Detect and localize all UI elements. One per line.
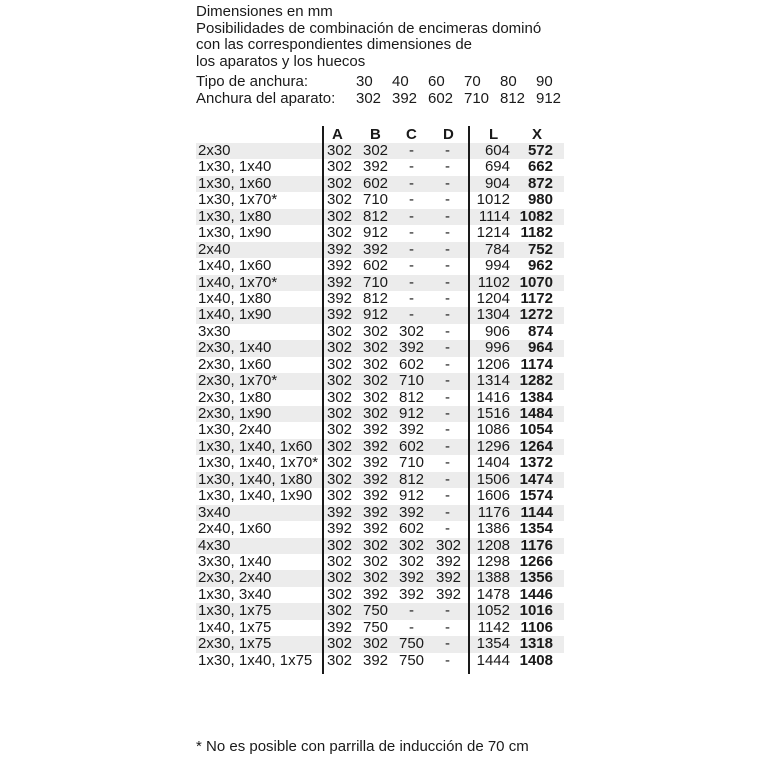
cell-d: - xyxy=(445,437,450,455)
cell-combination: 1x40, 1x60 xyxy=(198,257,272,275)
cell-b: 392 xyxy=(363,651,389,669)
cell-combination: 2x30, 2x40 xyxy=(198,569,272,587)
cell-b: 302 xyxy=(363,339,389,357)
table-row xyxy=(196,505,564,521)
cell-combination: 1x30, 1x40 xyxy=(198,158,272,176)
cell-c: - xyxy=(409,158,414,176)
table-row xyxy=(196,159,564,175)
table-row xyxy=(196,143,564,159)
cell-combination: 1x30, 1x90 xyxy=(198,224,272,242)
cell-combination: 1x30, 1x70* xyxy=(198,191,278,209)
cell-x: 1354 xyxy=(519,520,553,538)
table-row xyxy=(196,587,564,603)
cell-d: - xyxy=(445,174,450,192)
cell-x: 1266 xyxy=(519,552,553,570)
device-width-value: 602 xyxy=(428,89,454,107)
cell-d: - xyxy=(445,306,450,324)
cell-combination: 1x30, 1x40, 1x60 xyxy=(198,437,313,455)
cell-l: 1214 xyxy=(476,224,510,242)
cell-b: 750 xyxy=(363,602,389,620)
cell-b: 912 xyxy=(363,306,389,324)
cell-x: 962 xyxy=(527,257,553,275)
cell-d: - xyxy=(445,339,450,357)
cell-l: 1444 xyxy=(476,651,510,669)
cell-x: 1574 xyxy=(519,487,553,505)
cell-l: 694 xyxy=(484,158,510,176)
cell-b: 392 xyxy=(363,240,389,258)
table-row xyxy=(196,192,564,208)
cell-b: 302 xyxy=(363,569,389,587)
cell-b: 710 xyxy=(363,191,389,209)
cell-l: 906 xyxy=(484,322,510,340)
cell-a: 302 xyxy=(327,536,353,554)
cell-c: 750 xyxy=(399,635,425,653)
cell-d: - xyxy=(445,142,450,159)
cell-l: 1176 xyxy=(477,503,510,521)
cell-d: - xyxy=(445,207,450,225)
table-row xyxy=(196,242,564,258)
cell-a: 302 xyxy=(327,552,353,570)
device-width-value: 812 xyxy=(500,89,526,107)
device-width-value: 912 xyxy=(536,89,562,107)
column-divider-right xyxy=(468,126,470,674)
column-header-l: L xyxy=(489,126,499,143)
cell-a: 302 xyxy=(327,339,353,357)
cell-d: 392 xyxy=(436,569,462,587)
cell-b: 602 xyxy=(363,174,389,192)
cell-c: - xyxy=(409,306,414,324)
cell-l: 1012 xyxy=(476,191,510,209)
device-width-value: 302 xyxy=(356,89,382,107)
cell-l: 994 xyxy=(484,257,510,275)
cell-l: 1086 xyxy=(476,421,510,439)
cell-b: 392 xyxy=(363,470,389,488)
cell-l: 996 xyxy=(484,339,510,357)
cell-d: 392 xyxy=(436,585,462,603)
cell-a: 302 xyxy=(327,602,353,620)
cell-d: - xyxy=(445,355,450,373)
cell-combination: 2x30, 1x70* xyxy=(198,372,278,390)
cell-b: 392 xyxy=(363,503,389,521)
cell-x: 1054 xyxy=(519,421,553,439)
cell-x: 1484 xyxy=(519,405,553,422)
cell-a: 302 xyxy=(327,372,353,390)
cell-b: 302 xyxy=(363,388,389,406)
cell-x: 1082 xyxy=(519,207,553,225)
cell-c: - xyxy=(409,240,414,258)
type-width-value: 70 xyxy=(464,73,481,90)
cell-c: - xyxy=(409,618,414,636)
cell-c: 392 xyxy=(399,503,425,521)
table-row xyxy=(196,390,564,406)
cell-x: 980 xyxy=(527,191,553,209)
type-width-value: 60 xyxy=(428,73,445,90)
cell-x: 1384 xyxy=(519,388,553,406)
cell-l: 1416 xyxy=(476,388,510,406)
cell-a: 302 xyxy=(327,437,353,455)
column-header-b: B xyxy=(370,126,381,143)
table-row xyxy=(196,422,564,438)
cell-combination: 2x40 xyxy=(198,240,231,258)
cell-c: - xyxy=(409,207,414,225)
cell-x: 662 xyxy=(527,158,553,176)
cell-d: - xyxy=(445,257,450,275)
cell-c: 602 xyxy=(399,437,425,455)
cell-l: 1204 xyxy=(476,289,510,307)
cell-a: 302 xyxy=(327,651,353,669)
cell-b: 912 xyxy=(363,224,389,242)
cell-combination: 1x30, 1x80 xyxy=(198,207,272,225)
cell-b: 302 xyxy=(363,552,389,570)
table-body xyxy=(196,143,564,669)
cell-a: 302 xyxy=(327,585,353,603)
cell-b: 392 xyxy=(363,454,389,472)
cell-a: 302 xyxy=(327,569,353,587)
table-row xyxy=(196,275,564,291)
cell-a: 392 xyxy=(327,306,353,324)
cell-combination: 1x30, 1x40, 1x90 xyxy=(198,487,313,505)
cell-d: - xyxy=(445,454,450,472)
cell-l: 1208 xyxy=(476,536,510,554)
table-row xyxy=(196,521,564,537)
device-width-value: 392 xyxy=(392,89,418,107)
cell-d: - xyxy=(445,158,450,176)
cell-x: 1408 xyxy=(519,651,553,669)
cell-c: 710 xyxy=(399,372,425,390)
cell-d: - xyxy=(445,191,450,209)
header-line: Posibilidades de combinación de encimeras dominó xyxy=(196,19,542,37)
cell-b: 392 xyxy=(363,421,389,439)
cell-b: 710 xyxy=(363,273,389,291)
cell-combination: 3x40 xyxy=(198,503,231,521)
cell-combination: 3x30 xyxy=(198,322,231,340)
cell-d: - xyxy=(445,618,450,636)
column-header-c: C xyxy=(406,126,417,143)
column-divider-left xyxy=(322,126,324,674)
cell-l: 1206 xyxy=(476,355,510,373)
cell-b: 812 xyxy=(363,289,389,307)
cell-c: - xyxy=(409,142,414,159)
cell-b: 302 xyxy=(363,635,389,653)
table-row xyxy=(196,653,564,669)
table-row xyxy=(196,373,564,389)
cell-x: 1372 xyxy=(519,454,553,472)
table-row xyxy=(196,472,564,488)
cell-d: - xyxy=(445,421,450,439)
header-line: los aparatos y los huecos xyxy=(196,52,366,70)
cell-a: 302 xyxy=(327,224,353,242)
type-width-value: 30 xyxy=(356,73,373,90)
cell-a: 302 xyxy=(327,322,353,340)
cell-x: 1176 xyxy=(520,536,553,554)
header-line: Dimensiones en mm xyxy=(196,3,333,20)
table-row xyxy=(196,538,564,554)
cell-d: - xyxy=(445,240,450,258)
cell-combination: 1x30, 3x40 xyxy=(198,585,272,603)
cell-c: 602 xyxy=(399,355,425,373)
cell-x: 572 xyxy=(527,142,553,159)
cell-x: 1264 xyxy=(519,437,553,455)
cell-combination: 1x30, 1x40, 1x70* xyxy=(198,454,319,472)
cell-x: 1356 xyxy=(519,569,553,587)
cell-d: - xyxy=(445,405,450,422)
cell-l: 1142 xyxy=(477,618,510,636)
cell-c: - xyxy=(409,224,414,242)
cell-b: 302 xyxy=(363,405,389,422)
cell-combination: 3x30, 1x40 xyxy=(198,552,272,570)
cell-x: 1474 xyxy=(519,470,553,488)
cell-b: 302 xyxy=(363,536,389,554)
cell-combination: 2x40, 1x60 xyxy=(198,520,272,538)
cell-x: 874 xyxy=(527,322,553,340)
cell-x: 1282 xyxy=(519,372,553,390)
cell-x: 1144 xyxy=(520,503,553,521)
cell-a: 392 xyxy=(327,618,353,636)
cell-d: - xyxy=(445,289,450,307)
cell-x: 964 xyxy=(527,339,553,357)
cell-x: 1174 xyxy=(520,355,553,373)
cell-l: 1114 xyxy=(478,207,510,225)
cell-d: - xyxy=(445,372,450,390)
cell-c: 392 xyxy=(399,421,425,439)
table-row xyxy=(196,620,564,636)
cell-a: 302 xyxy=(327,405,353,422)
cell-combination: 1x40, 1x80 xyxy=(198,289,272,307)
cell-l: 604 xyxy=(484,142,510,159)
type-width-value: 80 xyxy=(500,73,517,90)
cell-combination: 2x30, 1x60 xyxy=(198,355,272,373)
cell-b: 392 xyxy=(363,158,389,176)
device-width-value: 710 xyxy=(464,89,490,107)
cell-combination: 2x30 xyxy=(198,142,231,159)
cell-l: 1606 xyxy=(476,487,510,505)
cell-c: - xyxy=(409,257,414,275)
cell-l: 1298 xyxy=(476,552,510,570)
cell-d: - xyxy=(445,224,450,242)
cell-a: 302 xyxy=(327,470,353,488)
cell-b: 302 xyxy=(363,372,389,390)
cell-c: 750 xyxy=(399,651,425,669)
cell-l: 1296 xyxy=(476,437,510,455)
cell-d: 392 xyxy=(436,552,462,570)
cell-c: 710 xyxy=(399,454,425,472)
cell-a: 392 xyxy=(327,273,353,291)
cell-x: 1172 xyxy=(520,289,553,307)
cell-combination: 2x30, 1x75 xyxy=(198,635,272,653)
cell-c: 392 xyxy=(399,585,425,603)
cell-a: 302 xyxy=(327,142,353,159)
cell-x: 1070 xyxy=(519,273,553,291)
cell-a: 302 xyxy=(327,158,353,176)
cell-combination: 1x30, 1x40, 1x80 xyxy=(198,470,313,488)
cell-combination: 1x40, 1x70* xyxy=(198,273,278,291)
cell-d: - xyxy=(445,503,450,521)
table-row xyxy=(196,406,564,422)
cell-c: 602 xyxy=(399,520,425,538)
table-header xyxy=(196,126,564,143)
cell-combination: 2x30, 1x80 xyxy=(198,388,272,406)
column-header-a: A xyxy=(332,126,343,143)
cell-d: 302 xyxy=(436,536,462,554)
cell-x: 1446 xyxy=(519,585,553,603)
cell-d: - xyxy=(445,651,450,669)
cell-x: 1272 xyxy=(519,306,553,324)
table-row xyxy=(196,488,564,504)
cell-c: - xyxy=(409,602,414,620)
device-width-label: Anchura del aparato: xyxy=(196,89,336,107)
cell-combination: 1x40, 1x90 xyxy=(198,306,272,324)
cell-a: 302 xyxy=(327,635,353,653)
table-row xyxy=(196,554,564,570)
cell-c: - xyxy=(409,174,414,192)
table-row xyxy=(196,324,564,340)
table-row xyxy=(196,570,564,586)
cell-c: 912 xyxy=(399,487,425,505)
cell-combination: 1x30, 1x60 xyxy=(198,174,272,192)
cell-combination: 1x30, 2x40 xyxy=(198,421,272,439)
cell-x: 752 xyxy=(527,240,553,258)
table-row xyxy=(196,209,564,225)
cell-a: 392 xyxy=(327,289,353,307)
cell-b: 302 xyxy=(363,142,389,159)
cell-d: - xyxy=(445,322,450,340)
cell-a: 302 xyxy=(327,421,353,439)
table-row xyxy=(196,225,564,241)
cell-b: 750 xyxy=(363,618,389,636)
cell-d: - xyxy=(445,273,450,291)
cell-a: 302 xyxy=(327,388,353,406)
cell-x: 872 xyxy=(527,174,553,192)
cell-combination: 1x30, 1x40, 1x75 xyxy=(198,651,313,669)
cell-x: 1182 xyxy=(520,224,553,242)
cell-c: 392 xyxy=(399,569,425,587)
cell-a: 302 xyxy=(327,355,353,373)
cell-a: 392 xyxy=(327,257,353,275)
cell-l: 1516 xyxy=(476,405,510,422)
cell-l: 1052 xyxy=(476,602,510,620)
cell-x: 1016 xyxy=(519,602,553,620)
cell-c: - xyxy=(409,191,414,209)
cell-c: - xyxy=(409,273,414,291)
cell-combination: 2x30, 1x90 xyxy=(198,405,272,422)
cell-c: 302 xyxy=(399,322,425,340)
cell-d: - xyxy=(445,487,450,505)
cell-b: 392 xyxy=(363,585,389,603)
cell-a: 302 xyxy=(327,191,353,209)
cell-a: 302 xyxy=(327,454,353,472)
cell-x: 1318 xyxy=(519,635,553,653)
cell-d: - xyxy=(445,470,450,488)
header xyxy=(196,4,576,70)
cell-b: 392 xyxy=(363,487,389,505)
combination-table xyxy=(196,126,564,669)
cell-l: 784 xyxy=(484,240,510,258)
table-row xyxy=(196,603,564,619)
cell-l: 1102 xyxy=(477,273,510,291)
cell-d: - xyxy=(445,388,450,406)
table-row xyxy=(196,176,564,192)
table-row xyxy=(196,291,564,307)
type-width-value: 90 xyxy=(536,73,553,90)
cell-l: 1314 xyxy=(476,372,510,390)
cell-combination: 4x30 xyxy=(198,536,231,554)
cell-c: 302 xyxy=(399,536,425,554)
cell-c: 812 xyxy=(399,388,425,406)
table-row xyxy=(196,307,564,323)
cell-b: 392 xyxy=(363,437,389,455)
cell-b: 302 xyxy=(363,355,389,373)
cell-a: 302 xyxy=(327,174,353,192)
column-header-d: D xyxy=(443,126,454,143)
cell-l: 1388 xyxy=(476,569,510,587)
cell-a: 392 xyxy=(327,520,353,538)
cell-d: - xyxy=(445,635,450,653)
cell-combination: 2x30, 1x40 xyxy=(198,339,272,357)
cell-a: 302 xyxy=(327,207,353,225)
cell-l: 1386 xyxy=(476,520,510,538)
cell-c: 812 xyxy=(399,470,425,488)
cell-l: 904 xyxy=(484,174,510,192)
cell-l: 1354 xyxy=(476,635,510,653)
table-row xyxy=(196,357,564,373)
type-width-label: Tipo de anchura: xyxy=(196,73,309,90)
cell-b: 602 xyxy=(363,257,389,275)
table-row xyxy=(196,340,564,356)
cell-a: 392 xyxy=(327,503,353,521)
cell-combination: 1x30, 1x75 xyxy=(198,602,272,620)
table-row xyxy=(196,636,564,652)
cell-l: 1506 xyxy=(476,470,510,488)
cell-b: 392 xyxy=(363,520,389,538)
cell-b: 812 xyxy=(363,207,389,225)
cell-c: 392 xyxy=(399,339,425,357)
cell-l: 1404 xyxy=(476,454,510,472)
table-row xyxy=(196,455,564,471)
cell-d: - xyxy=(445,602,450,620)
cell-x: 1106 xyxy=(520,618,553,636)
cell-a: 302 xyxy=(327,487,353,505)
column-header-x: X xyxy=(532,126,543,143)
cell-a: 392 xyxy=(327,240,353,258)
table-row xyxy=(196,439,564,455)
cell-c: - xyxy=(409,289,414,307)
cell-l: 1478 xyxy=(476,585,510,603)
cell-c: 302 xyxy=(399,552,425,570)
cell-d: - xyxy=(445,520,450,538)
footnote: * No es posible con parrilla de inducción de 70 cm xyxy=(196,738,529,755)
cell-b: 302 xyxy=(363,322,389,340)
header-line: con las correspondientes dimensiones de xyxy=(196,36,472,53)
type-width-value: 40 xyxy=(392,73,409,90)
cell-l: 1304 xyxy=(476,306,510,324)
cell-combination: 1x40, 1x75 xyxy=(198,618,272,636)
cell-c: 912 xyxy=(399,405,425,422)
table-row xyxy=(196,258,564,274)
